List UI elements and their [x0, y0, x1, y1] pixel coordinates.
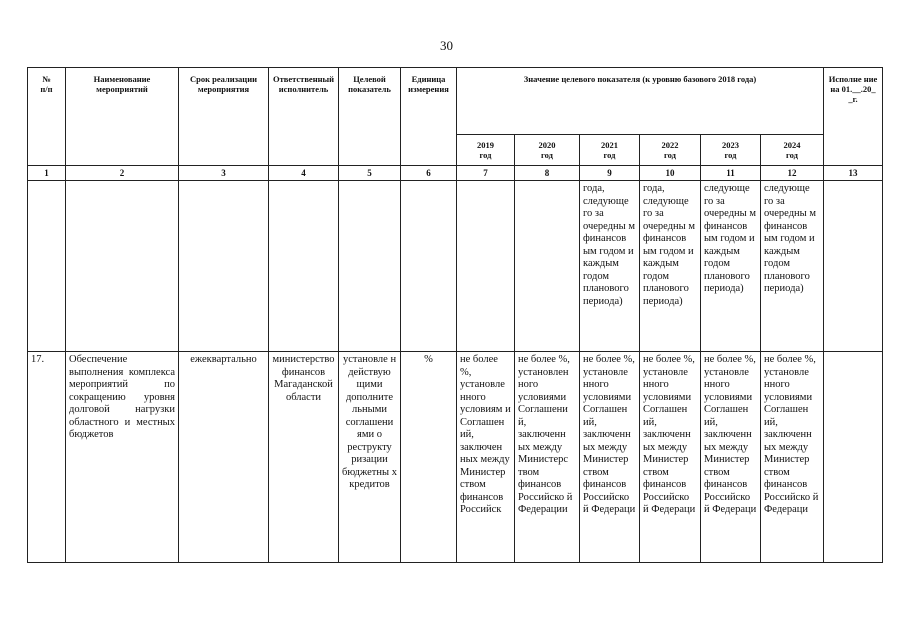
header-unit: Единица измерения [401, 68, 457, 166]
header-year: 2023 год [701, 135, 761, 166]
header-num: № п/п [28, 68, 66, 166]
column-number: 4 [269, 166, 339, 181]
row-number: 17. [28, 352, 66, 563]
column-number: 9 [580, 166, 640, 181]
column-number: 5 [339, 166, 401, 181]
value-2024: не более %, установле нного условиями Соглашен ий, заключенн ых между Министер ством финансов Российско й Федераци [761, 352, 824, 563]
header-responsible: Ответственный исполнитель [269, 68, 339, 166]
header-year: 2024 год [761, 135, 824, 166]
cont-cell-2023: следующе го за очередны м финансов ым годом и каждым годом планового периода) [701, 181, 761, 352]
column-number: 6 [401, 166, 457, 181]
value-2021: не более %, установле нного условиями Соглашен ий, заключенн ых между Министер ством финансов Российско й Федераци [580, 352, 640, 563]
header-term: Срок реализации мероприятия [179, 68, 269, 166]
value-2022: не более %, установле нного условиями Соглашен ий, заключенн ых между Министер ством финансов Российско й Федераци [640, 352, 701, 563]
empty-cell [179, 181, 269, 352]
page-number: 30 [440, 38, 453, 53]
header-execution: Исполне ние на 01.__.20_ _г. [824, 68, 883, 166]
empty-cell [269, 181, 339, 352]
header-year: 2020 год [515, 135, 580, 166]
header-year: 2021 год [580, 135, 640, 166]
cont-cell-2022: года, следующе го за очередны м финансов ым годом и каждым годом планового периода) [640, 181, 701, 352]
cont-cell-2024: следующе го за очередны м финансов ым годом и каждым годом планового периода) [761, 181, 824, 352]
measure-responsible: министерство финансов Магаданской области [269, 352, 339, 563]
measures-table [27, 67, 883, 563]
cont-cell-2021: года, следующе го за очередны м финансов ым годом и каждым годом планового периода) [580, 181, 640, 352]
measure-unit: % [401, 352, 457, 563]
header-name: Наименование мероприятий [66, 68, 179, 166]
empty-cell [824, 181, 883, 352]
column-number: 7 [457, 166, 515, 181]
measure-target: установле н действую щими дополните льными соглашени ями о реструкту ризации бюджетны х кредитов [339, 352, 401, 563]
header-target: Целевой показатель [339, 68, 401, 166]
value-2020: не более %, установлен ного условиями Соглашени й, заключенн ых между Министерс твом финансов Российско й Федерации [515, 352, 580, 563]
column-number: 3 [179, 166, 269, 181]
header-row [28, 68, 883, 135]
value-2023: не более %, установле нного условиями Соглашен ий, заключенн ых между Министер ством финансов Российско й Федераци [701, 352, 761, 563]
empty-cell [66, 181, 179, 352]
empty-cell [401, 181, 457, 352]
header-value-group: Значение целевого показателя (к уровню базового 2018 года) [457, 68, 824, 135]
column-number: 13 [824, 166, 883, 181]
execution-cell [824, 352, 883, 563]
empty-cell [515, 181, 580, 352]
column-number: 2 [66, 166, 179, 181]
column-number: 10 [640, 166, 701, 181]
column-number: 12 [761, 166, 824, 181]
table-row-17 [28, 352, 883, 563]
continuation-row [28, 181, 883, 352]
column-number: 8 [515, 166, 580, 181]
header-year: 2019 год [457, 135, 515, 166]
empty-cell [28, 181, 66, 352]
empty-cell [457, 181, 515, 352]
header-year: 2022 год [640, 135, 701, 166]
column-number: 1 [28, 166, 66, 181]
measure-name: Обеспечение выполнения комплекса мероприятий по сокращению уровня долговой нагрузки областного и местных бюджетов [66, 352, 179, 563]
empty-cell [339, 181, 401, 352]
column-number: 11 [701, 166, 761, 181]
value-2019: не более %, установле нного условиям и Соглашен ий, заключен ных между Министер ством финансов Российск [457, 352, 515, 563]
column-number-row [28, 166, 883, 181]
measure-term: ежеквартально [179, 352, 269, 563]
